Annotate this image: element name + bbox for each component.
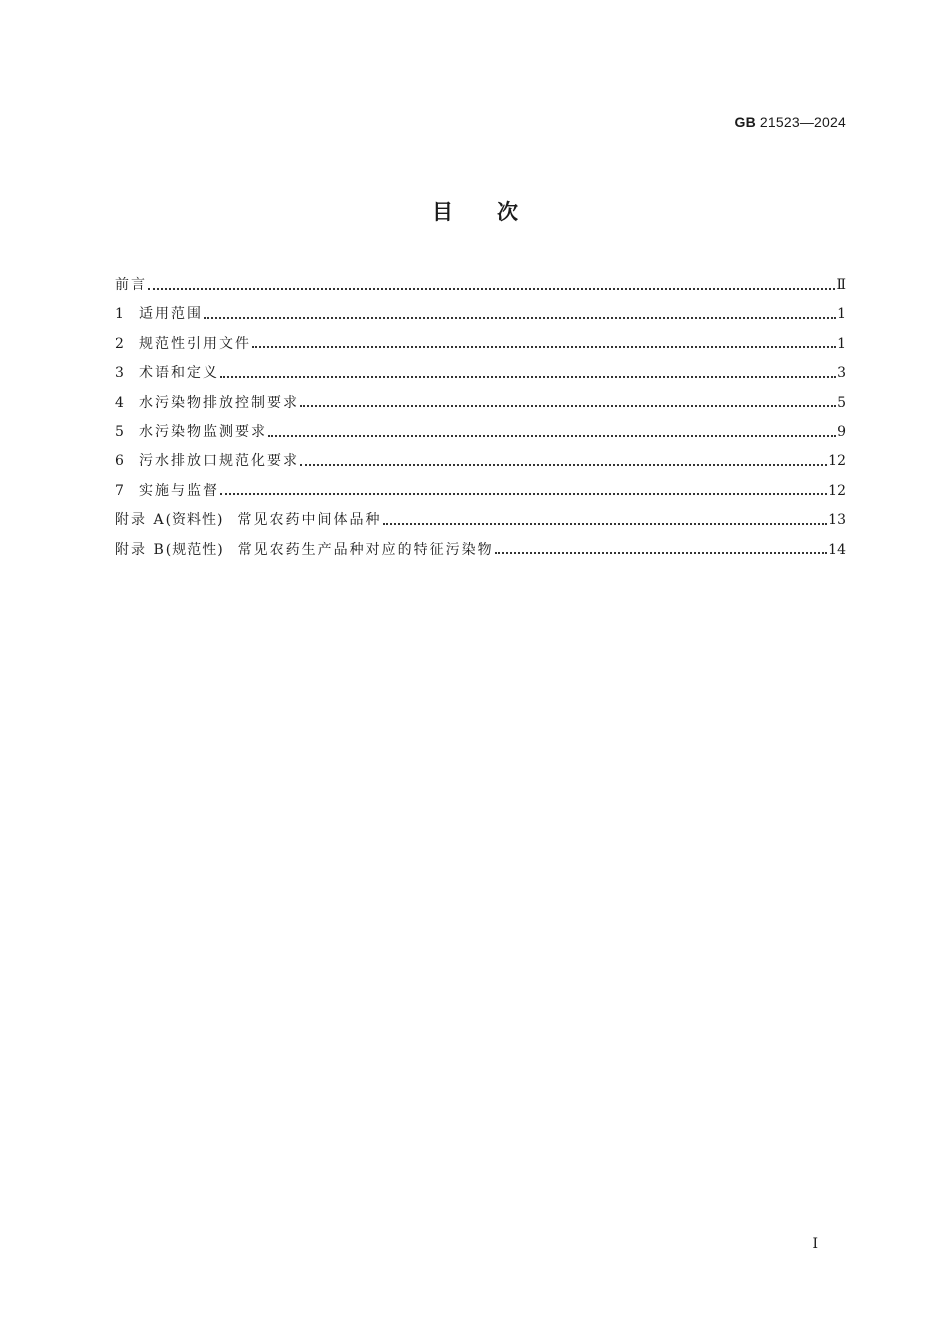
standard-number: 21523—2024: [759, 114, 846, 130]
appendix-kind: (资料性): [165, 512, 224, 529]
toc-entry-label: 术语和定义: [139, 365, 219, 382]
toc-dot-leader: [495, 543, 827, 557]
toc-entry-page: 1: [837, 306, 846, 323]
appendix-title: 常见农药生产品种对应的特征污染物: [237, 541, 494, 558]
toc-entry-number: 3: [115, 365, 124, 382]
toc-entry-page: 12: [828, 482, 846, 499]
toc-entry-label: 适用范围: [139, 306, 203, 323]
toc-dot-leader: [220, 367, 836, 381]
toc-entry-page: 12: [828, 453, 846, 470]
toc-title: 目次: [432, 200, 562, 224]
toc-entry-4[interactable]: [115, 389, 846, 418]
toc-entry-page: 13: [828, 512, 846, 529]
toc-entry-3[interactable]: [115, 359, 846, 388]
standard-prefix: GB: [734, 114, 756, 130]
toc-entry-label: 前言: [115, 277, 147, 293]
appendix-title: 常见农药中间体品种: [237, 512, 382, 529]
toc-dot-leader: [268, 426, 836, 440]
toc-entry-page: Ⅱ: [836, 277, 846, 293]
toc-entry-foreword[interactable]: [115, 271, 846, 300]
toc-entry-number: 5: [115, 423, 124, 440]
toc-entry-1[interactable]: [115, 300, 846, 329]
toc-entry-page: 9: [837, 423, 846, 440]
toc-entry-number: 2: [115, 335, 124, 352]
toc-entry-label: 规范性引用文件: [139, 335, 251, 352]
toc-entry-page: 3: [837, 365, 846, 382]
toc-entry-appendix-a[interactable]: [115, 506, 846, 535]
toc-entry-2[interactable]: [115, 330, 846, 359]
page-number: Ⅰ: [812, 1236, 818, 1252]
toc-entry-6[interactable]: [115, 447, 846, 476]
toc-entry-label: 实施与监督: [139, 482, 219, 499]
toc-entry-number: 6: [115, 453, 124, 470]
toc-dot-leader: [148, 279, 835, 293]
toc-entry-page: 5: [837, 394, 846, 411]
standard-code: [735, 114, 846, 130]
toc-entry-5[interactable]: [115, 418, 846, 447]
toc-dot-leader: [300, 396, 836, 410]
toc-entry-label: 污水排放口规范化要求: [139, 453, 299, 470]
appendix-prefix: 附录 B: [115, 541, 166, 558]
toc-dot-leader: [204, 308, 836, 322]
appendix-prefix: 附录 A: [115, 512, 166, 529]
toc-entry-number: 7: [115, 482, 124, 499]
toc-dot-leader: [252, 337, 836, 351]
toc-entry-label: 水污染物监测要求: [139, 423, 267, 440]
toc-entry-page: 1: [837, 335, 846, 352]
toc-dot-leader: [300, 455, 827, 469]
toc-dot-leader: [383, 514, 828, 528]
toc-entry-appendix-b[interactable]: [115, 536, 846, 565]
appendix-kind: (规范性): [165, 541, 224, 558]
toc-dot-leader: [220, 484, 827, 498]
toc-entry-label: 水污染物排放控制要求: [139, 394, 299, 411]
toc-entry-7[interactable]: [115, 477, 846, 506]
toc-entry-number: 1: [115, 306, 124, 323]
table-of-contents: [115, 271, 846, 565]
toc-entry-page: 14: [828, 541, 846, 558]
toc-entry-number: 4: [115, 394, 124, 411]
